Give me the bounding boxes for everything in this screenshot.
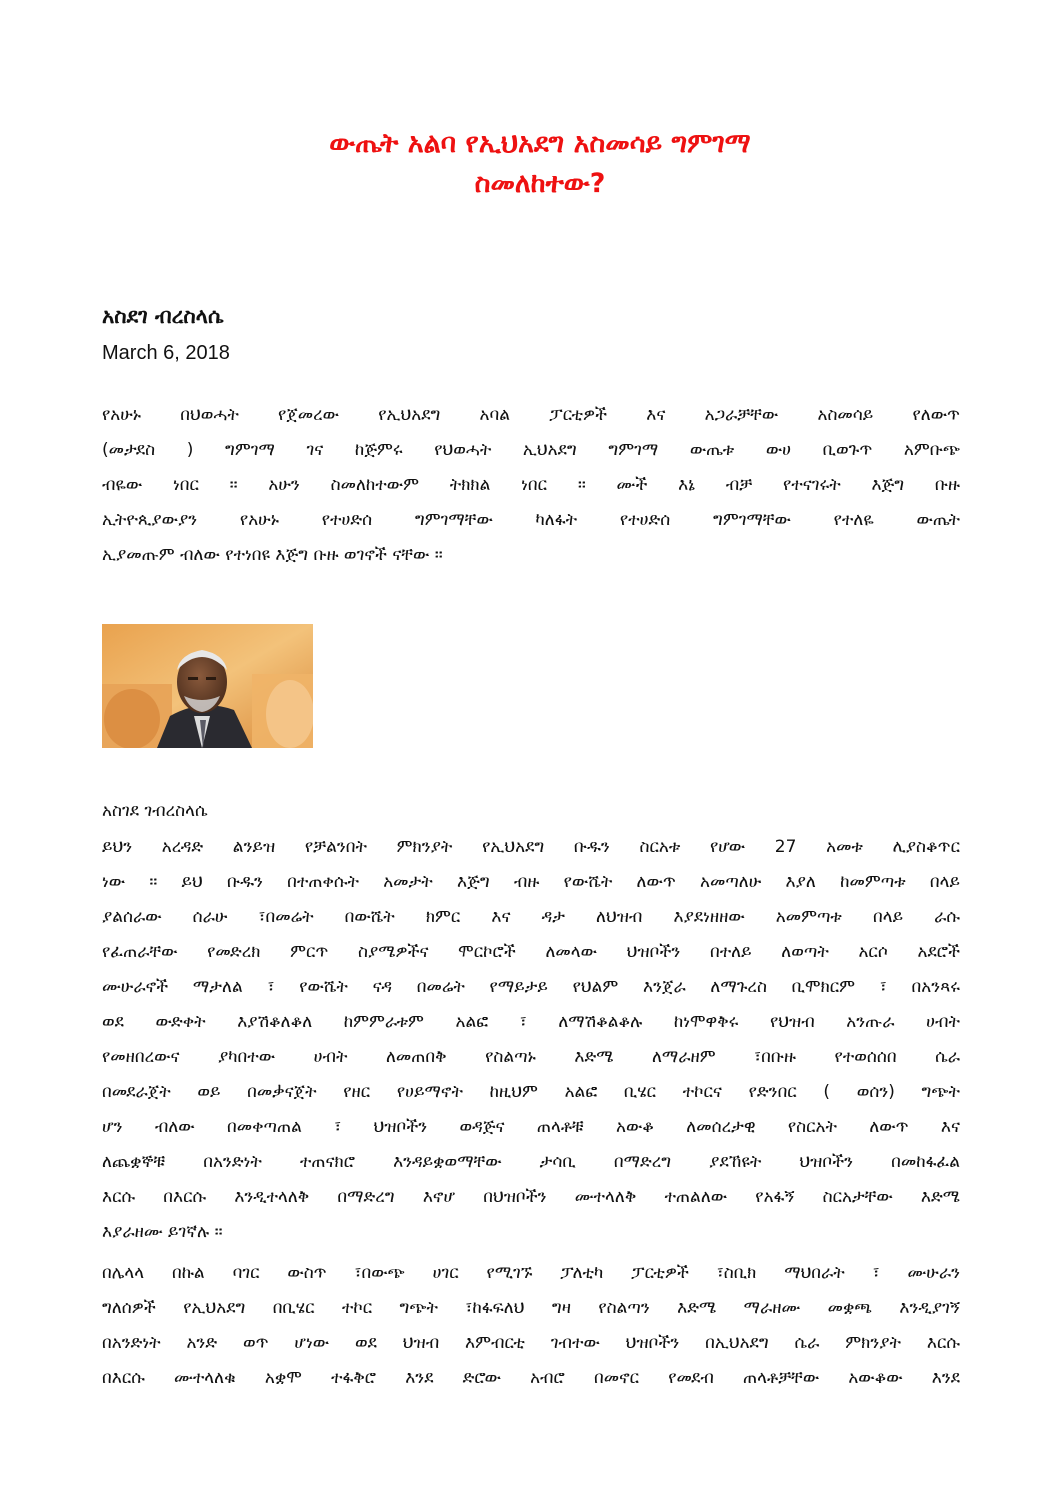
paragraph-line: እያራዘሙ ይገኛሉ ። [102, 1222, 223, 1242]
paragraph-line: ወደ ውድቀት እያሽቆለቆለ ከምምራቱም አልፎ ፣ ለማሽቆልቆሉ ከነሞዋቅሩ የህዝብ አንጡራ ሀብት [102, 1012, 960, 1032]
paragraph-line: ኢያመጡም ብለው የተነበዩ እጅግ ቡዙ ወገኖች ናቸው ። [102, 545, 443, 565]
publish-date: March 6, 2018 [102, 342, 230, 364]
author-photo [102, 624, 313, 748]
paragraph-1 [102, 398, 960, 573]
paragraph-line: የፈጠራቸው የመድረክ ምርጥ ስያሜዎችና ሞርኮሮች ለመላው ህዝቦችን በተለይ ለወጣት አርሶ አደሮች [102, 942, 960, 962]
paragraph-line: በሌላላ በኩል ባገር ውስጥ ፣በውጭ ሀገር የሚገኙ ፓለቲካ ፓርቲዎች ፣ስቢክ ማህበራት ፣ ሙሁራን [102, 1263, 960, 1283]
paragraph-line: ነው ። ይህ ቡዱን በተጠቀሱት አመታት እጅግ ብዙ የውሼት ለውጥ አመጣለሁ እያለ ከመምጣቱ በላይ [102, 872, 960, 892]
paragraph-line: ያልሰራው ሰራሁ ፣በመሬት በውሼት ክምር እና ዳታ ለህዝብ እያደነዘዘው አመምጣቱ በላይ ራሱ [102, 907, 960, 927]
paragraph-line: የአሁኑ በህወሓት የጀመረው የኢህአደግ አባል ፓርቲዎች እና አጋራቻቸው አስመሳይ የለውጥ [102, 405, 960, 425]
article-title-line-2: ስመለከተው? [474, 168, 606, 199]
article-title-line-1: ውጤት አልባ የኢህአደግ አስመሳይ ግምገማ [329, 128, 751, 159]
author-name: አስደገ ብረስላሴ [102, 304, 224, 328]
paragraph-line: ሆን ብለው በመቀጣጠል ፣ ህዝቦችን ወዳጅና ጠላቶቹ አውቆ ለመሰረታዊ የስርአት ለውጥ እና [102, 1117, 960, 1137]
paragraph-line: እርሱ በእርሱ እንዲተላለቅ በማድረግ እኖሆ በህዝቦችን ሙተላለቅ ተጠልለው የአፋኝ ስርአታቸው እድሜ [102, 1187, 960, 1207]
paragraph-line: ኢትዮጲያውያን የአሁኑ የተሀድሰ ግምገማቸው ካለፋት የተሀድሰ ግምገማቸው የተለዬ ውጤት [102, 510, 960, 530]
paragraph-line: በእርሱ ሙተላለቁ አቋሞ ተፋቅሮ እንደ ድሮው አብሮ በመኖር የመደብ ጠላቶቻቸው አውቆው እንደ [102, 1368, 960, 1388]
paragraph-line: ለጨቋኞቹ በአንድነት ተጠናክሮ እንዳይቋወማቸው ታሳቢ በማድረግ ያደኸዩት ህዝቦችን በመከፋፈል [102, 1152, 960, 1172]
paragraph-3 [102, 1256, 960, 1396]
paragraph-2 [102, 830, 960, 1250]
paragraph-line: ሙሁራኖች ማታለል ፣ የውሼት ናዳ በመሬት የማይታይ የህልም እንጀራ ለማጉረስ ቢሞክርም ፣ በአንጻሩ [102, 977, 960, 997]
photo-caption: አስገደ ገብረስላሴ [102, 801, 208, 821]
paragraph-line: (መታደስ ) ግምገማ ገና ከጅምሩ የህወሓት ኢህአደግ ግምገማ ውጤቱ ውሀ ቢወጉጥ አምቡጭ [102, 440, 960, 460]
paragraph-line: ግለሰዎች የኢህአደግ በቢሄር ተኮር ግጭት ፣ከፋፍለህ ግዛ የስልጣን እድሜ ማራዘሙ መቋጫ እንዲያገኝ [102, 1298, 960, 1318]
paragraph-line: በአንድነት አንድ ወጥ ሆነው ወደ ህዝብ እምብርቲ ገብተው ህዝቦችን በኢህአደግ ሴራ ምክንያት እርሱ [102, 1333, 960, 1353]
paragraph-line: ይህን አረዳድ ልንይዝ የቻልንበት ምክንያት የኢህአደግ ቡዱን ስርአቱ የሆው 27 አመቱ ሊያስቆጥር [102, 837, 960, 857]
paragraph-line: የመዘበረውና ያካበተው ሀብት ለመጠበቅ የስልጣኑ እድሜ ለማራዘም ፣በቡዙ የተወሰሰበ ሴራ [102, 1047, 960, 1067]
paragraph-line: በመደራጀት ወይ በመቃናጀት የዘር የሀይማኖት ከዚህም አልፎ ቢሄር ተኮርና የድንበር ( ወሰን) ግጭት [102, 1082, 960, 1102]
paragraph-line: ብዬው ነበር ። አሁን ስመለከተውም ትክክል ነበር ። ሙች እኔ ብቻ የተናገሩት እጅግ ቡዙ [102, 475, 960, 495]
